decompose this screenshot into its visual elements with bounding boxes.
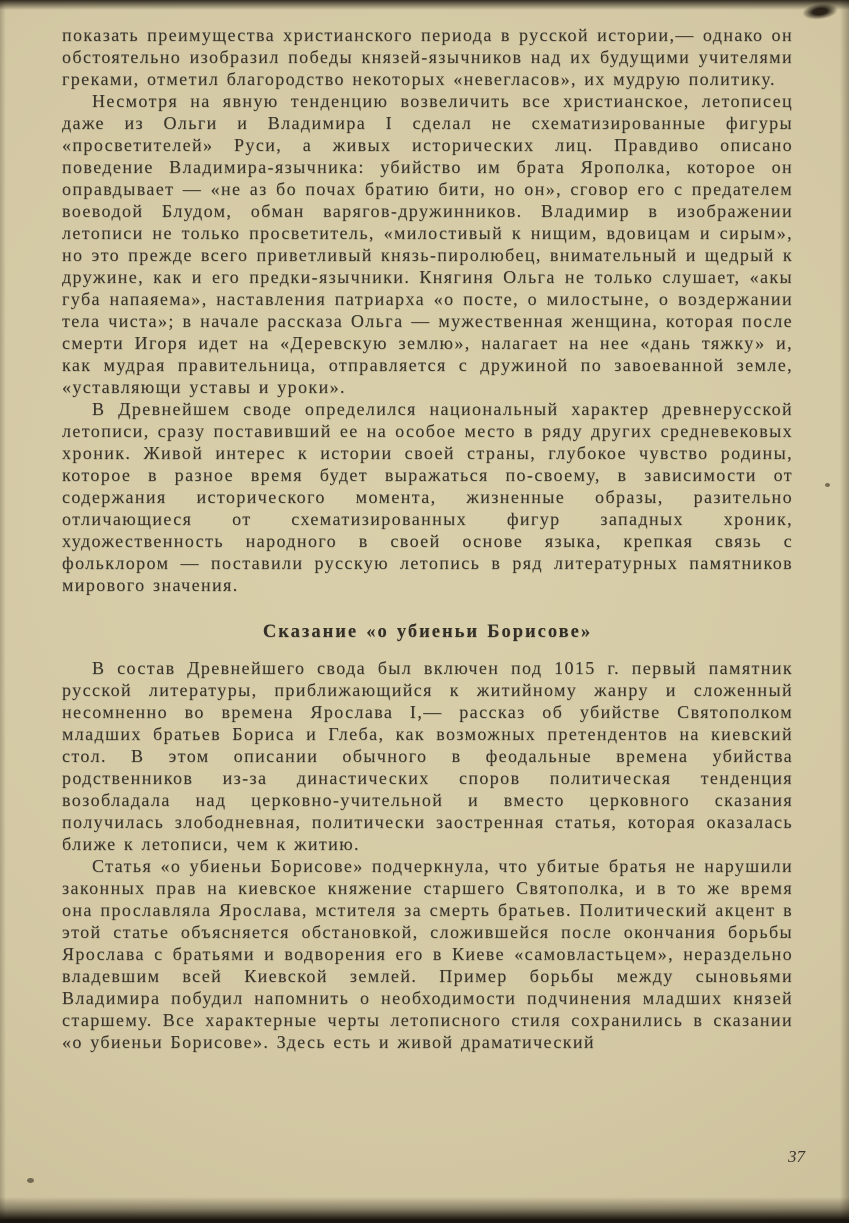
page-text-column [62,24,793,1053]
paragraph-continuation: показать преимущества христианского периода в русской истории,— однако он обстоятельно изобразил победы князей-язычников над их будущими учителями греками, отметил благородство некоторых «невегласов», их мудрую политику. [62,25,793,89]
section-heading: Сказание «о убиеньи Борисове» [262,622,593,642]
paragraph: Статья «о убиеньи Борисове» подчеркнула, что убитые братья не нарушили законных прав на киевское княжение старшего Святополка, и в то же время она прославляла Ярослава, мстителя за смерть братьев. Политический акцент в этой статье объясняется обстановкой, сложившейся после окончания борьбы Ярослава с братьями и водворения его в Киеве «самовластьцем», нераздельно владевшим всей Киевской землей. Пример борьбы между сыновьями Владимира побудил напомнить о необходимости подчинения младших князей старшему. Все характерные черты летописного стиля сохранились в сказании «о убиеньи Борисове». Здесь есть и живой драматический [62,856,793,1052]
paragraph: В Древнейшем своде определился национальный характер древнерусской летописи, сразу поставивший ее на особое место в ряду других средневековых хроник. Живой интерес к истории своей страны, глубокое чувство родины, которое в разное время будет выражаться по-своему, в зависимости от содержания исторического момента, жизненные образы, разительно отличающиеся от схематизированных фигур западных хроник, художественность народного в своей основе языка, крепкая связь с фольклором — поставили русскую летопись в ряд литературных памятников мирового значения. [62,399,793,595]
page-number: 37 [788,1147,805,1166]
paragraph: Несмотря на явную тенденцию возвеличить все христианское, летописец даже из Ольги и Владимира I сделал не схематизированные фигуры «просветителей» Руси, а живых исторических лиц. Правдиво описано поведение Владимира-язычника: убийство им брата Ярополка, которое он оправдывает — «не аз бо почах братию бити, но он», сговор его с предателем воеводой Блудом, обман варягов-дружинников. Владимир в изображении летописи не только просветитель, «милостивый к нищим, вдовицам и сирым», но это прежде всего приветливый князь-пиролюбец, внимательный и щедрый к дружине, как и его предки-язычники. Княгиня Ольга не только слушает, «акы губа напаяема», наставления патриарха «о посте, о милостыне, о воздержании тела чиста»; в начале рассказа Ольга — мужественная женщина, которая после смерти Игоря идет на «Деревскую землю», налагает на нее «дань тяжку» и, как мудрая правительница, отправляется с дружиной по завоеванной земле, «уставляющи уставы и уроки». [62,91,793,397]
paragraph: В состав Древнейшего свода был включен под 1015 г. первый памятник русской литературы, приближающийся к житийному жанру и сложенный несомненно во времена Ярослава I,— рассказ об убийстве Святополком младших братьев Бориса и Глеба, как возможных претендентов на киевский стол. В этом описании обычного в феодальные времена убийства родственников из-за династических споров политическая тенденция возобладала над церковно-учительной и вместо церковного сказания получилась злободневная, политически заостренная статья, которая оказалась ближе к летописи, чем к житию. [62,658,793,854]
